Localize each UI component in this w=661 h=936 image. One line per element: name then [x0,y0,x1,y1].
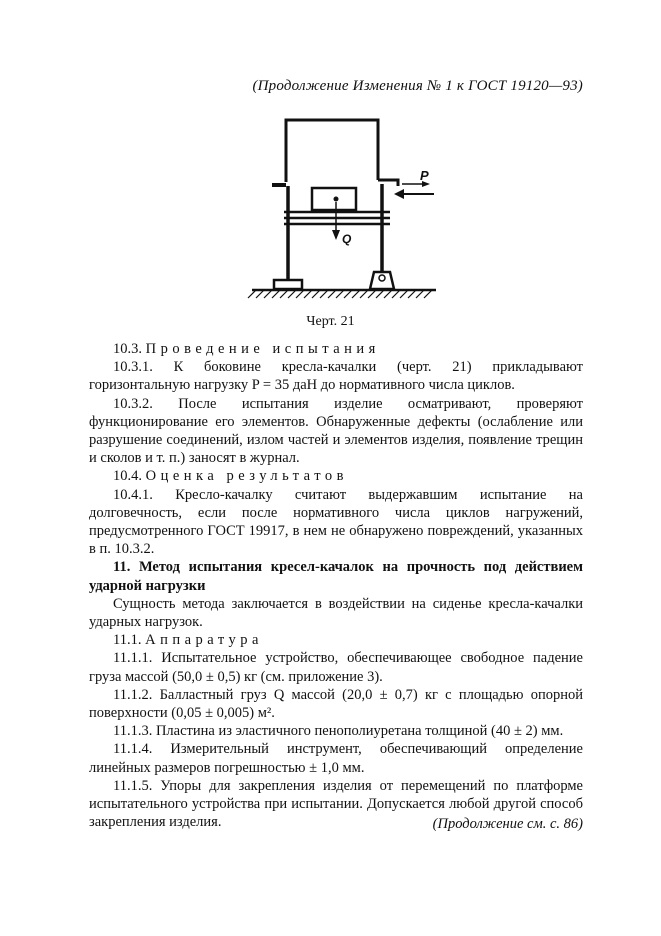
document-body [89,340,583,831]
load-center-dot [334,197,339,202]
label-p: P [420,168,429,183]
paragraph-10-3-2: 10.3.2. После испытания изделие осматривают, проверяют функционирование его элементов. Обнаруженные дефекты (ослабление или разрушение соединений, излом частей и элементов изделия, появление трещин и сколов и т. п.) заносят в журнал. [89,395,583,467]
force-p-arrowhead [394,189,404,199]
section-11-1-heading: 11.1. Аппаратура [113,632,263,649]
page-footer-continuation: (Продолжение см. с. 86) [432,816,583,832]
label-q: Q [342,232,352,246]
paragraph-11-1-4: 11.1.4. Измерительный инструмент, обеспечивающий определение линейных размеров погрешностью ± 1,0 мм. [89,741,583,776]
section-10-3-heading: 10.3. Проведение испытания [113,341,380,357]
figure-caption: Черт. 21 [306,314,355,329]
left-foot [274,280,302,289]
load-q-arrowhead [332,230,340,240]
figure-drawing-21 [244,112,444,312]
paragraph-10-3-1: 10.3.1. К боковине кресла-качалки (черт. 21) прикладывают горизонтальную нагрузку P = 35 даН до нормативного числа циклов. [89,359,583,394]
paragraph-method-essence: Сущность метода заключается в воздействии на сиденье кресла-качалки ударных нагрузок. [89,595,583,631]
section-10-4-heading: 10.4. Оценка результатов [113,468,348,485]
paragraph-11-1-5: 11.1.5. Упоры для закрепления изделия от перемещений по платформе испытательного устройства при испытании. Допускается любой другой способ закрепления изделия. [89,777,583,831]
rocking-chair-test-diagram [244,112,444,312]
section-11-title: 11. Метод испытания кресел-качалок на прочность под действием ударной нагрузки [89,559,583,594]
page-header: (Продолжение Изменения № 1 к ГОСТ 19120—93) [252,78,583,94]
pivot-circle [379,275,385,281]
paragraph-11-1-1: 11.1.1. Испытательное устройство, обеспечивающее свободное падение груза массой (50,0 ± 0,5) кг (см. приложение 3). [89,650,583,685]
paragraph-10-4-1: 10.4.1. Кресло-качалку считают выдержавшим испытание на долговечность, если после нормативного числа циклов нагружений, предусмотренного ГОСТ 19917, в нем не обнаружено повреждений, указанных в п. 10.3.2. [89,486,583,558]
paragraph-11-1-3: 11.1.3. Пластина из эластичного пенополиуретана толщиной (40 ± 2) мм. [113,723,564,740]
paragraph-11-1-2: 11.1.2. Балластный груз Q массой (20,0 ± 0,7) кг с площадью опорной поверхности (0,05 ± 0,005) м². [89,686,583,722]
backrest-frame [286,120,378,182]
